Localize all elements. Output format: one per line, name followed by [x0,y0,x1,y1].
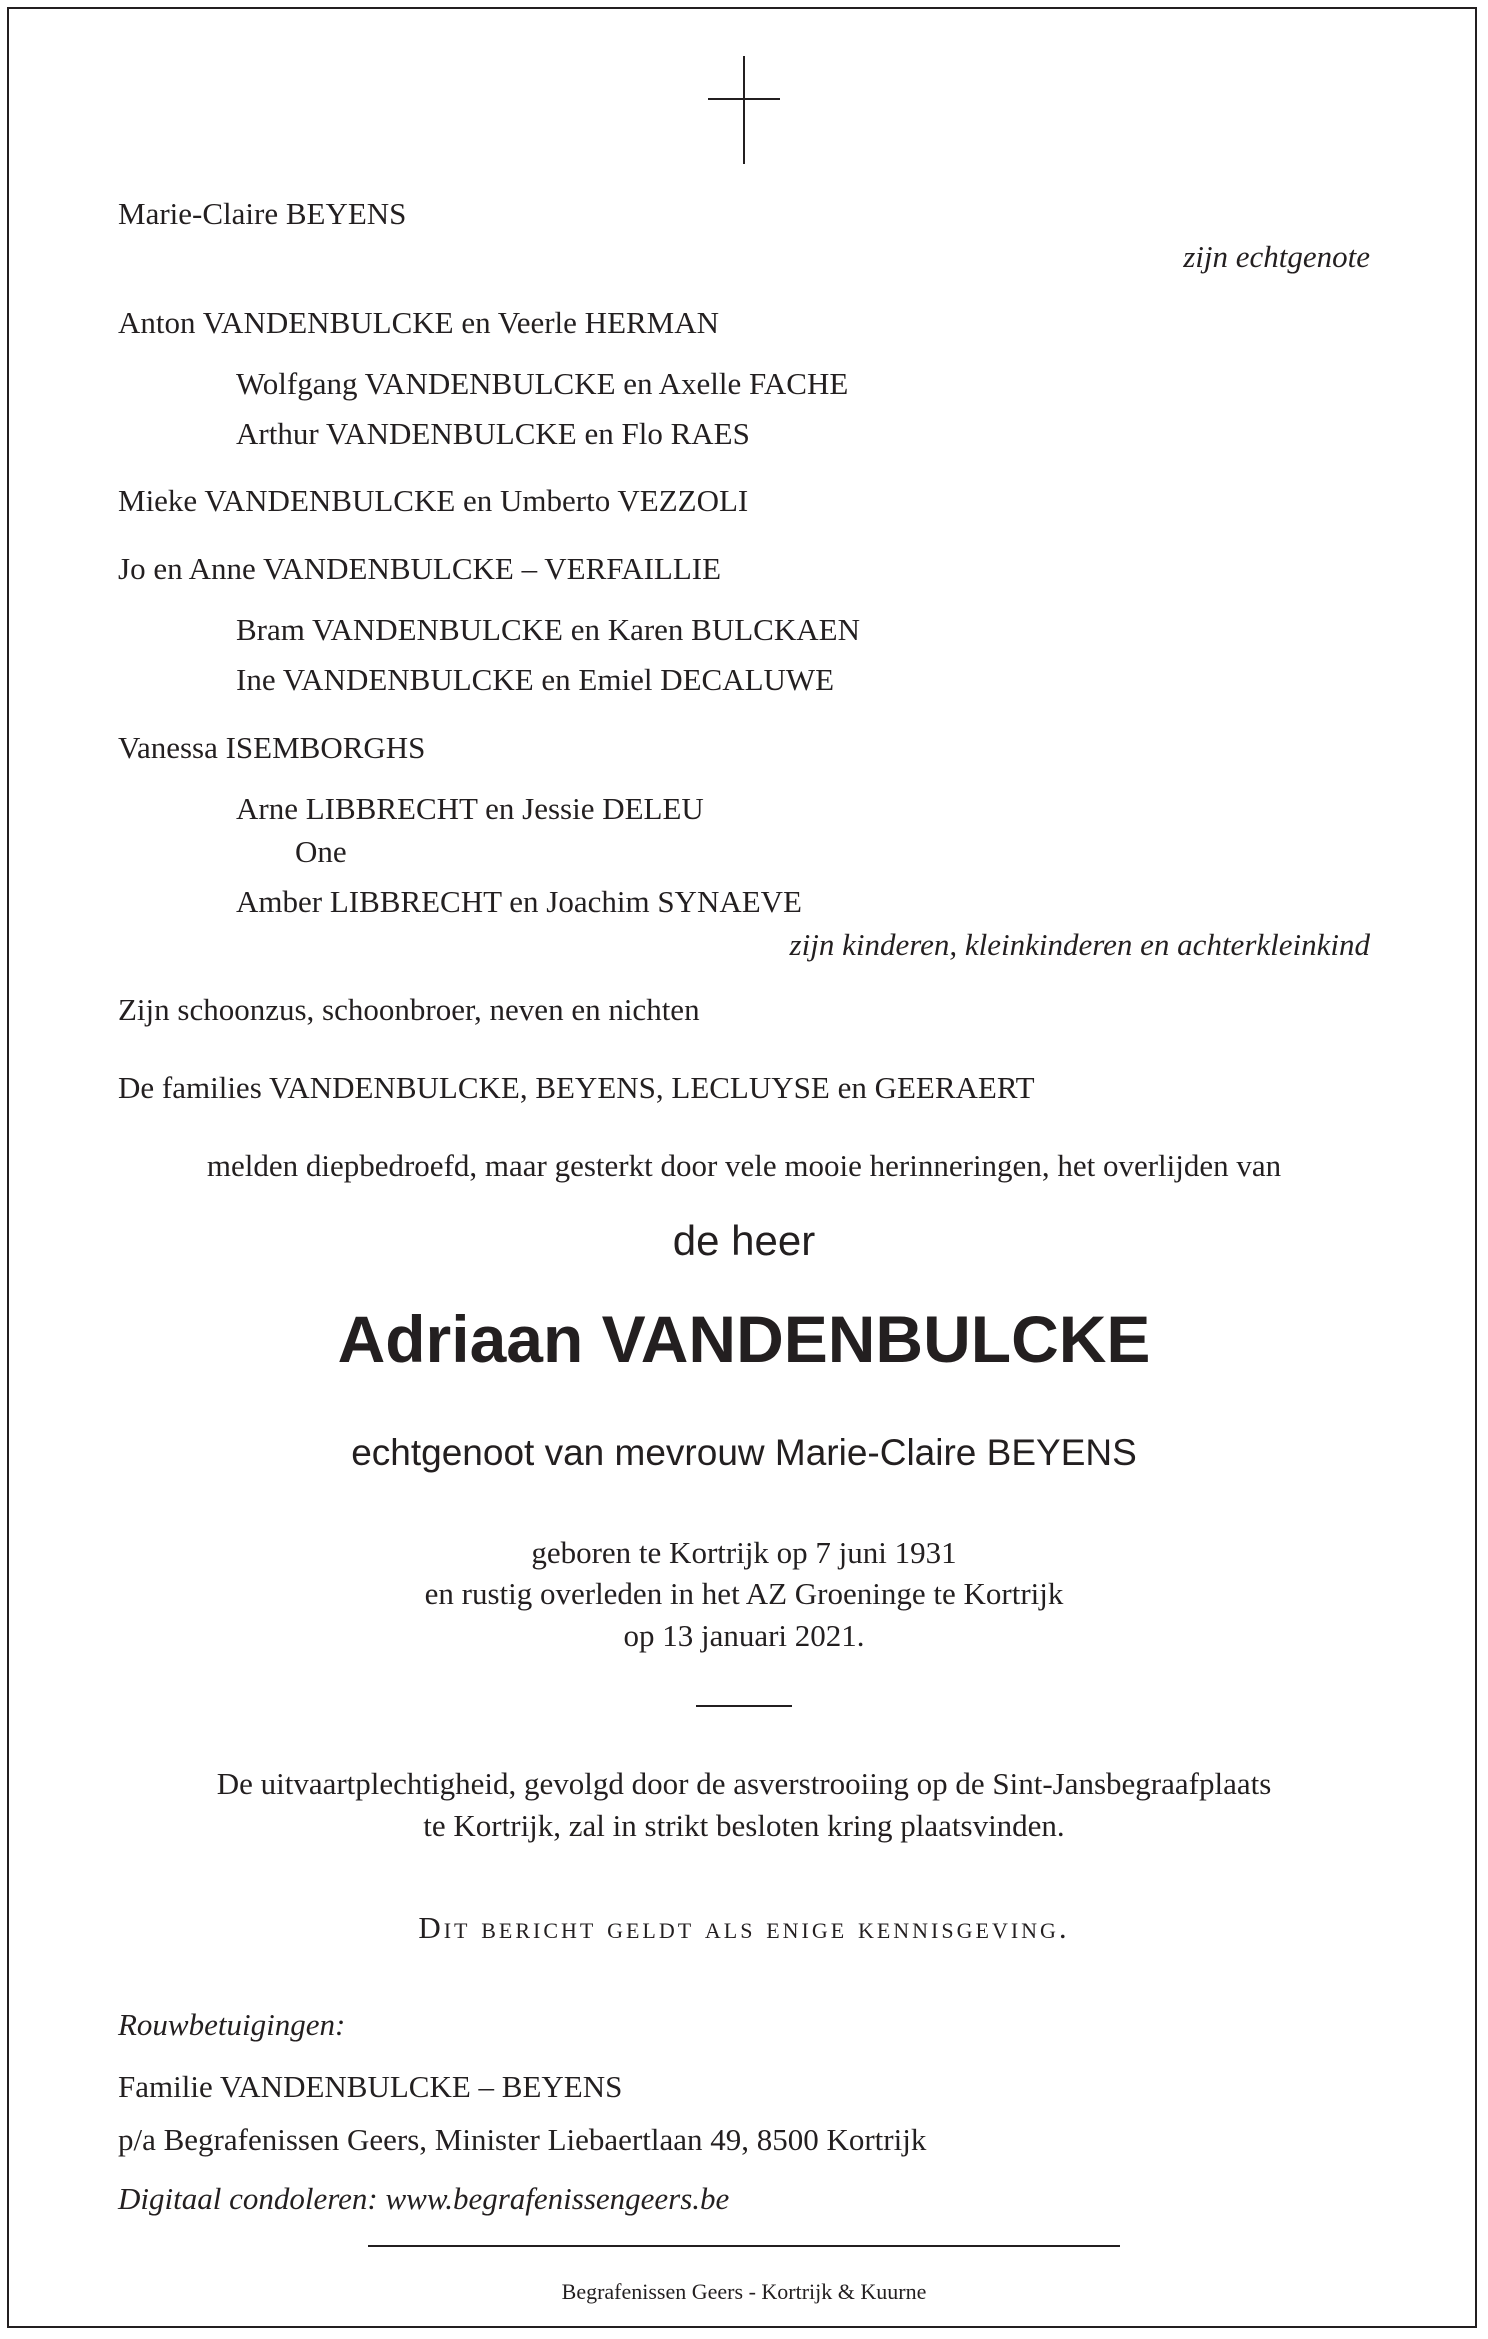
great-grandchild-name: One [295,834,347,869]
grandchild-name: Ine VANDENBULCKE en Emiel DECALUWE [236,662,835,697]
child-name: Vanessa ISEMBORGHS [118,730,426,765]
funeral-line: De uitvaartplechtigheid, gevolgd door de asverstrooiing op de Sint-Jansbegraafplaats [216,1766,1272,1801]
deceased-spouse-line: echtgenoot van mevrouw Marie-Claire BEYENS [351,1432,1137,1473]
notice: Dit bericht geldt als enige kennisgeving. [418,1910,1070,1945]
condolences-label: Rouwbetuigingen: [118,2007,346,2042]
birth-line: geboren te Kortrijk op 7 juni 1931 [531,1535,957,1570]
announcement: melden diepbedroefd, maar gesterkt door vele mooie herinneringen, het overlijden van [206,1148,1282,1183]
grandchild-name: Arne LIBBRECHT en Jessie DELEU [236,791,704,826]
footer-rule [368,2245,1120,2247]
divider [696,1705,792,1707]
child-name: Anton VANDENBULCKE en Veerle HERMAN [118,305,720,340]
footer-undertaker: Begrafenissen Geers - Kortrijk & Kuurne [561,2279,927,2304]
condolences-online: Digitaal condoleren: www.begrafenissengeers.be [118,2181,730,2216]
grandchild-name: Amber LIBBRECHT en Joachim SYNAEVE [236,884,802,919]
grandchild-name: Arthur VANDENBULCKE en Flo RAES [236,416,750,451]
funeral-line: te Kortrijk, zal in strikt besloten kring plaatsvinden. [423,1808,1065,1843]
in-laws: Zijn schoonzus, schoonbroer, neven en nichten [118,992,700,1027]
death-date: op 13 januari 2021. [623,1618,865,1653]
deceased-title: de heer [672,1217,816,1264]
condolences-family: Familie VANDENBULCKE – BEYENS [118,2069,623,2104]
deceased-name: Adriaan VANDENBULCKE [337,1302,1151,1376]
child-name: Mieke VANDENBULCKE en Umberto VEZZOLI [118,483,749,518]
spouse-name: Marie-Claire BEYENS [118,196,407,231]
children-relation: zijn kinderen, kleinkinderen en achterkleinkind [789,927,1370,962]
grandchild-name: Bram VANDENBULCKE en Karen BULCKAEN [236,612,860,647]
families: De families VANDENBULCKE, BEYENS, LECLUYSE en GEERAERT [118,1070,1035,1105]
spouse-relation: zijn echtgenote [1183,239,1370,274]
child-name: Jo en Anne VANDENBULCKE – VERFAILLIE [118,551,722,586]
death-line: en rustig overleden in het AZ Groeninge te Kortrijk [424,1576,1064,1611]
grandchild-name: Wolfgang VANDENBULCKE en Axelle FACHE [236,366,849,401]
condolences-address: p/a Begrafenissen Geers, Minister Liebaertlaan 49, 8500 Kortrijk [118,2122,927,2157]
